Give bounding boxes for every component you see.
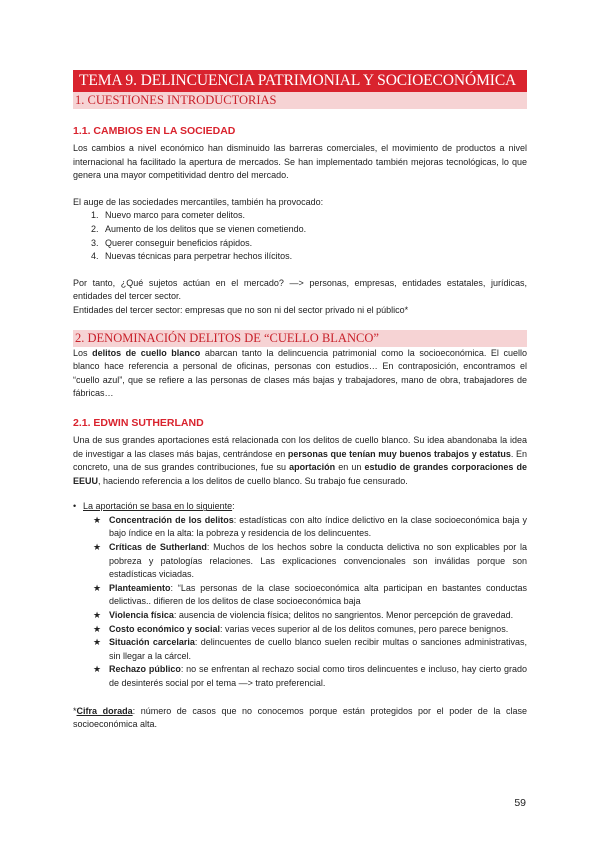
paragraph-cuello-blanco: Los delitos de cuello blanco abarcan tanto la delincuencia patrimonial como la socioeconómica. El cuello blanco hace referencia a personal de oficinas, personas con estudios… En contraposición, encontramos el “cuello azul”, que se refiere a las personas de clases más bajas y trabajadores, mano de obra, trabajadores de fábricas…: [73, 347, 527, 399]
paragraph-sujetos: Por tanto, ¿Qué sujetos actúan en el mercado? —> personas, empresas, entidades estatales, jurídicas, entidades del tercer sector.: [73, 277, 527, 302]
section-heading-1: 1. CUESTIONES INTRODUCTORIAS: [73, 92, 527, 109]
star-icon: ★: [93, 664, 102, 675]
star-icon: ★: [93, 542, 102, 553]
numbered-list: [73, 209, 527, 263]
list-item: 3. Querer conseguir beneficios rápidos.: [101, 237, 527, 251]
page-number: 59: [514, 797, 526, 809]
aportacion-heading: • La aportación se basa en lo siguiente:: [73, 500, 527, 514]
star-icon: ★: [93, 514, 102, 525]
list-item: ★ Planteamiento: “Las personas de la clase socioeconómica alta participan en bastantes conductas delictivas.. difieren de los delitos de clase socioeconómica baja: [93, 582, 527, 607]
list-item: 4. Nuevas técnicas para perpetrar hechos ilícitos.: [101, 250, 527, 264]
star-icon: ★: [93, 637, 102, 648]
list-item: ★ Violencia física: ausencia de violencia física; delitos no sangrientos. Menor percepción de gravedad.: [93, 609, 527, 623]
list-item: ★ Concentración de los delitos: estadísticas con alto índice delictivo en la clase socioeconómica baja y bajo índice en la alta: la pobreza y residencia de los delincuentes.: [93, 514, 527, 539]
section-heading-2: 2. DENOMINACIÓN DELITOS DE “CUELLO BLANCO”: [73, 330, 527, 347]
list-item: ★ Rechazo público: no se enfrentan al rechazo social como tiros delincuentes e incluso, hay cierto grado de desinterés social por el tema —> trato preferencial.: [93, 664, 527, 688]
document-page: [73, 70, 527, 732]
paragraph-tercer-sector: Entidades del tercer sector: empresas que no son ni del sector privado ni el público*: [73, 304, 409, 315]
list-item: ★ Críticas de Sutherland: Muchos de los hechos sobre la conducta delictiva no son explicables por la pobreza y patologías relaciones. Las explicaciones convencionales son inválidas porque son estadísticas viciadas.: [93, 542, 527, 580]
aportacion-list: [73, 514, 527, 691]
star-icon: ★: [93, 623, 102, 634]
bullet-icon: •: [73, 501, 77, 512]
chapter-title: TEMA 9. DELINCUENCIA PATRIMONIAL Y SOCIOECONÓMICA: [73, 70, 527, 92]
paragraph-cambios: Los cambios a nivel económico han disminuido las barreras comerciales, el movimiento de productos a nivel internacional ha facilitado la apertura de mercados. Se han implementado también mejoras tecnológicas, lo que genera una mayor competitividad dentro del mercado.: [73, 143, 527, 181]
list-item: 2. Aumento de los delitos que se vienen cometiendo.: [101, 223, 527, 237]
subsection-heading-1-1: 1.1. CAMBIOS EN LA SOCIEDAD: [73, 125, 236, 137]
list-item: ★ Situación carcelaria: delincuentes de cuello blanco suelen recibir multas o sanciones administrativas, sin llegar a la cárcel.: [93, 637, 527, 661]
list-item: 1. Nuevo marco para cometer delitos.: [101, 209, 527, 223]
star-icon: ★: [93, 610, 102, 621]
subsection-heading-2-1: 2.1. EDWIN SUTHERLAND: [73, 416, 204, 429]
footnote-cifra-dorada: *Cifra dorada: número de casos que no conocemos porque están protegidos por el poder de la clase socioeconómica alta.: [73, 705, 527, 730]
paragraph-sutherland: Una de sus grandes aportaciones está relacionada con los delitos de cuello blanco. Su idea abandonaba la idea de investigar a las clases más bajas, centrándose en personas que tenían muy buenos trabajos y estatus. En concreto, una de sus grandes contribuciones, fue su aportación en un estudio de grandes corporaciones de EEUU, haciendo referencia a los delitos de cuello blanco. Su trabajo fue censurado.: [73, 434, 528, 486]
star-icon: ★: [93, 582, 102, 593]
paragraph-auge: El auge de las sociedades mercantiles, también ha provocado:: [73, 196, 324, 207]
list-item: ★ Costo económico y social: varias veces superior al de los delitos comunes, pero parece benignos.: [93, 623, 527, 637]
